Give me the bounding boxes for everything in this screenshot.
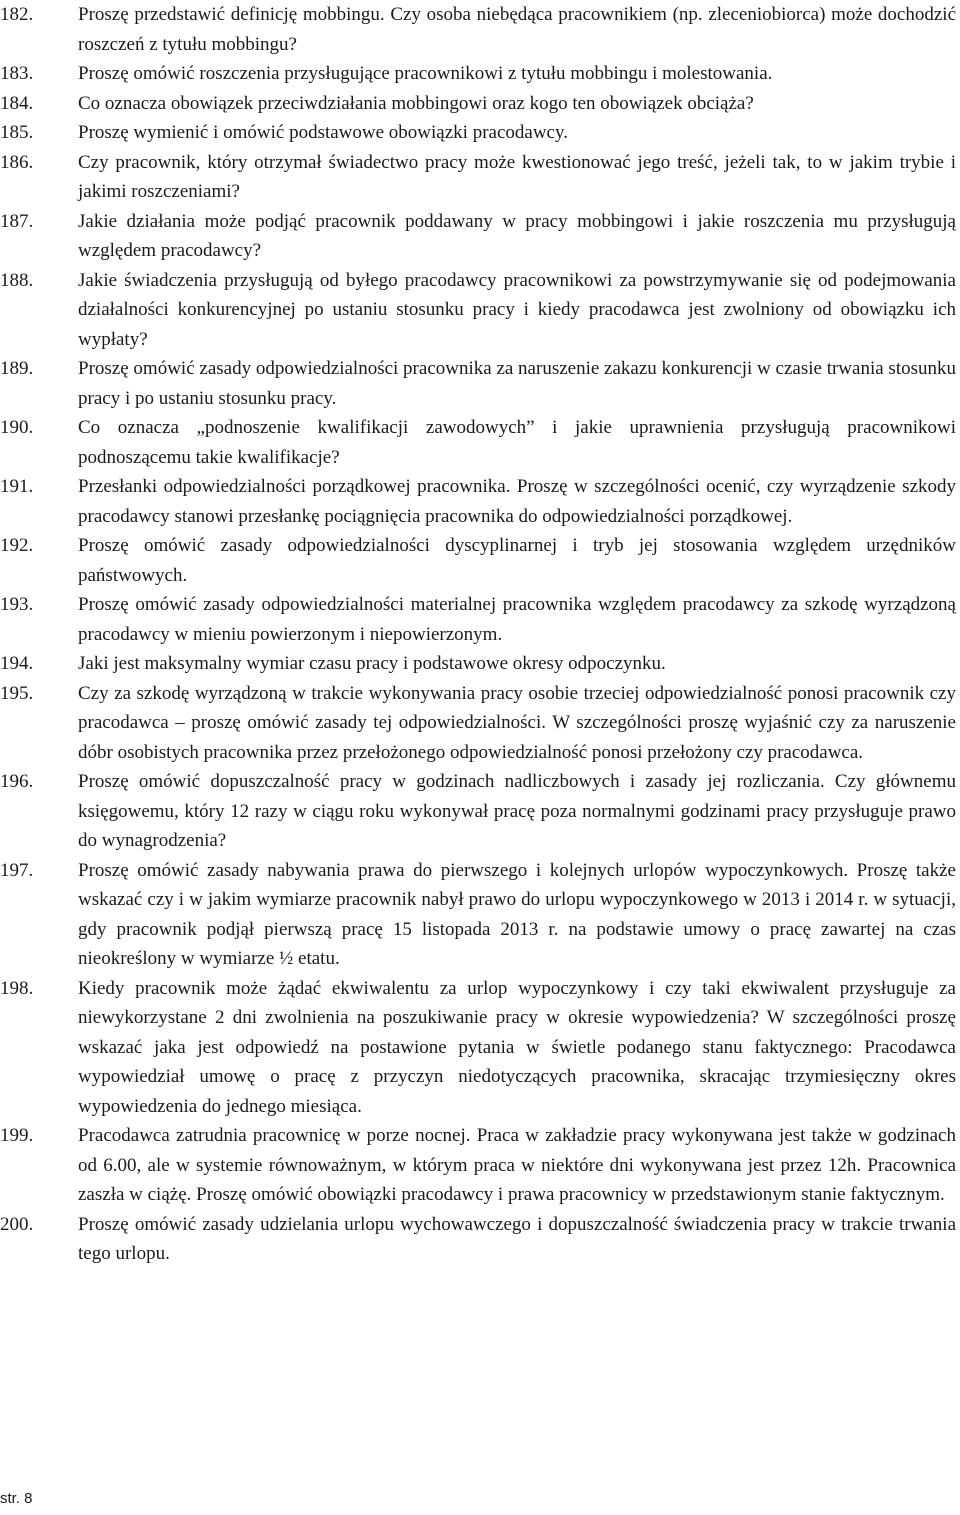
question-193 (0, 590, 960, 649)
question-number: 188. (0, 269, 34, 291)
question-182 (0, 0, 960, 59)
question-number: 190. (0, 417, 34, 438)
question-text: Pracodawca zatrudnia pracownicę w porze nocnej. Praca w zakładzie pracy wykonywana jest także w godzinach od 6.00, ale w systemie równoważnym, w którym praca w niektóre dni wykonywana jest przez 12h. Pracownica zaszła w ciążę. Proszę omówić obowiązki pracodawcy i prawa pracownicy w przedstawionym stanie faktycznym. (78, 1125, 956, 1205)
question-number: 191. (0, 476, 34, 497)
question-text: Jaki jest maksymalny wymiar czasu pracy i podstawowe okresy odpoczynku. (78, 653, 666, 674)
question-text: Proszę omówić dopuszczalność pracy w godzinach nadliczbowych i zasady jej rozliczania. Czy głównemu księgowemu, który 12 razy w ciągu roku wykonywał pracę poza normalnymi godzinami pracy przysługuje prawo do wynagrodzenia? (78, 771, 956, 851)
question-number: 182. (0, 4, 34, 25)
question-text: Kiedy pracownik może żądać ekwiwalentu za urlop wypoczynkowy i czy taki ekwiwalent przysługuje za niewykorzystane 2 dni zwolnienia na poszukiwanie pracy w okresie wypowiedzenia? W szczególności proszę wskazać jaka jest odpowiedź na postawione pytania w świetle podanego stanu faktycznego: Pracodawca wypowiedział umowę o pracę z przyczyn niedotyczących pracownika, skracając trzymiesięczny okres wypowiedzenia do jednego miesiąca. (78, 977, 956, 1117)
question-number: 199. (0, 1125, 34, 1146)
question-text: Proszę omówić zasady odpowiedzialności dyscyplinarnej i tryb jej stosowania względem urzędników państwowych. (78, 535, 956, 586)
question-192 (0, 531, 960, 590)
question-189 (0, 354, 960, 413)
question-number: 198. (0, 977, 34, 999)
question-number: 197. (0, 859, 34, 881)
question-text: Proszę omówić roszczenia przysługujące pracownikowi z tytułu mobbingu i molestowania. (78, 63, 773, 84)
question-194 (0, 649, 960, 679)
question-number: 186. (0, 151, 34, 173)
question-186 (0, 148, 960, 207)
question-199 (0, 1121, 960, 1210)
question-191 (0, 472, 960, 531)
question-190 (0, 413, 960, 472)
question-187 (0, 207, 960, 266)
question-185 (0, 118, 960, 148)
question-number: 200. (0, 1213, 34, 1235)
question-number: 192. (0, 535, 34, 556)
question-184 (0, 89, 960, 119)
question-text: Jakie świadczenia przysługują od byłego pracodawcy pracownikowi za powstrzymywanie się od podejmowania działalności konkurencyjnej po ustaniu stosunku pracy i kiedy pracodawca jest zwolniony od obowiązku ich wypłaty? (78, 269, 956, 350)
question-196 (0, 767, 960, 856)
question-number: 194. (0, 653, 34, 674)
question-195 (0, 679, 960, 768)
question-text: Proszę omówić zasady udzielania urlopu wychowawczego i dopuszczalność świadczenia pracy w trakcie trwania tego urlopu. (78, 1213, 956, 1264)
question-200 (0, 1210, 960, 1269)
question-number: 195. (0, 682, 34, 704)
question-183 (0, 59, 960, 89)
question-number: 184. (0, 92, 34, 114)
question-text: Proszę omówić zasady odpowiedzialności materialnej pracownika względem pracodawcy za szkodę wyrządzoną pracodawcy w mieniu powierzonym i niepowierzonym. (78, 594, 956, 645)
question-text: Jakie działania może podjąć pracownik poddawany w pracy mobbingowi i jakie roszczenia mu przysługują względem pracodawcy? (78, 210, 956, 261)
question-number: 193. (0, 594, 34, 615)
question-number: 196. (0, 771, 34, 792)
question-text: Proszę wymienić i omówić podstawowe obowiązki pracodawcy. (78, 122, 568, 143)
question-197 (0, 856, 960, 974)
question-number: 183. (0, 63, 34, 84)
question-198 (0, 974, 960, 1122)
question-188 (0, 266, 960, 355)
question-text: Proszę omówić zasady odpowiedzialności pracownika za naruszenie zakazu konkurencji w czasie trwania stosunku pracy i po ustaniu stosunku pracy. (78, 358, 956, 409)
question-text: Proszę przedstawić definicję mobbingu. Czy osoba niebędąca pracownikiem (np. zleceniobiorca) może dochodzić roszczeń z tytułu mobbingu? (78, 4, 956, 55)
question-number: 185. (0, 122, 34, 143)
question-number: 189. (0, 358, 34, 379)
question-text: Czy za szkodę wyrządzoną w trakcie wykonywania pracy osobie trzeciej odpowiedzialność ponosi pracownik czy pracodawca – proszę omówić zasady tej odpowiedzialności. W szczególności proszę wyjaśnić czy za naruszenie dóbr osobistych pracownika przez przełożonego odpowiedzialność ponosi przełożony czy pracodawca. (78, 682, 956, 763)
question-text: Czy pracownik, który otrzymał świadectwo pracy może kwestionować jego treść, jeżeli tak, to w jakim trybie i jakimi roszczeniami? (78, 151, 956, 202)
question-number: 187. (0, 210, 34, 232)
page-number: str. 8 (0, 1490, 33, 1507)
question-text: Co oznacza „podnoszenie kwalifikacji zawodowych” i jakie uprawnienia przysługują pracownikowi podnoszącemu takie kwalifikacje? (78, 417, 956, 468)
question-text: Co oznacza obowiązek przeciwdziałania mobbingowi oraz kogo ten obowiązek obciąża? (78, 92, 754, 114)
question-text: Proszę omówić zasady nabywania prawa do pierwszego i kolejnych urlopów wypoczynkowych. Proszę także wskazać czy i w jakim wymiarze pracownik nabył prawo do urlopu wypoczynkowego w 2013 i 2014 r. w sytuacji, gdy pracownik podjął pierwszą pracę 15 listopada 2013 r. na podstawie umowy o pracę zawartej na czas nieokreślony w wymiarze ½ etatu. (78, 859, 956, 969)
question-text: Przesłanki odpowiedzialności porządkowej pracownika. Proszę w szczególności ocenić, czy wyrządzenie szkody pracodawcy stanowi przesłankę pociągnięcia pracownika do odpowiedzialności porządkowej. (78, 476, 956, 527)
